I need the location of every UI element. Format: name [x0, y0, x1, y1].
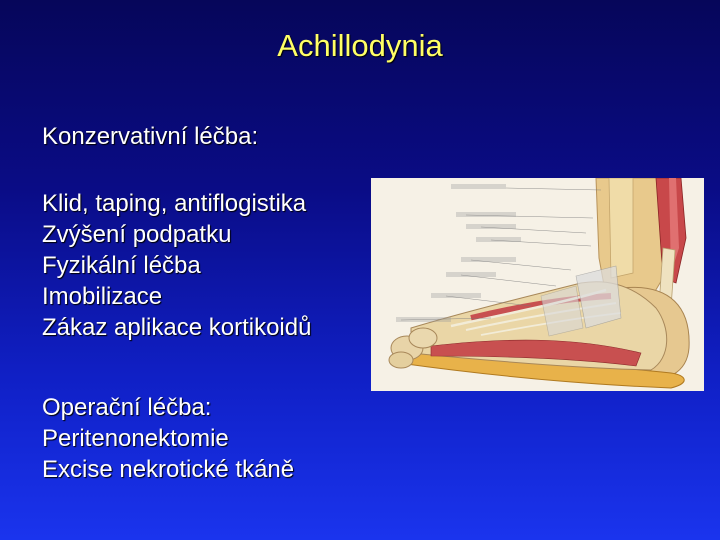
list-item: Peritenonektomie	[42, 425, 229, 452]
list-item: Fyzikální léčba	[42, 252, 201, 279]
conservative-list	[42, 188, 311, 343]
slide-title: Achillodynia	[277, 28, 443, 63]
list-item: Imobilizace	[42, 283, 163, 310]
figure-labels	[396, 184, 521, 322]
operative-heading: Operační léčba:	[42, 394, 212, 421]
list-item: Klid, taping, antiflogistika	[42, 190, 307, 217]
operative-section	[42, 392, 294, 485]
list-item: Zvýšení podpatku	[42, 221, 232, 248]
list-item: Excise nekrotické tkáně	[42, 456, 295, 483]
list-item: Zákaz aplikace kortikoidů	[42, 314, 312, 341]
conservative-heading: Konzervativní léčba:	[42, 123, 259, 150]
foot-anatomy-drawing	[371, 178, 704, 391]
foot-anatomy-image	[371, 178, 704, 391]
